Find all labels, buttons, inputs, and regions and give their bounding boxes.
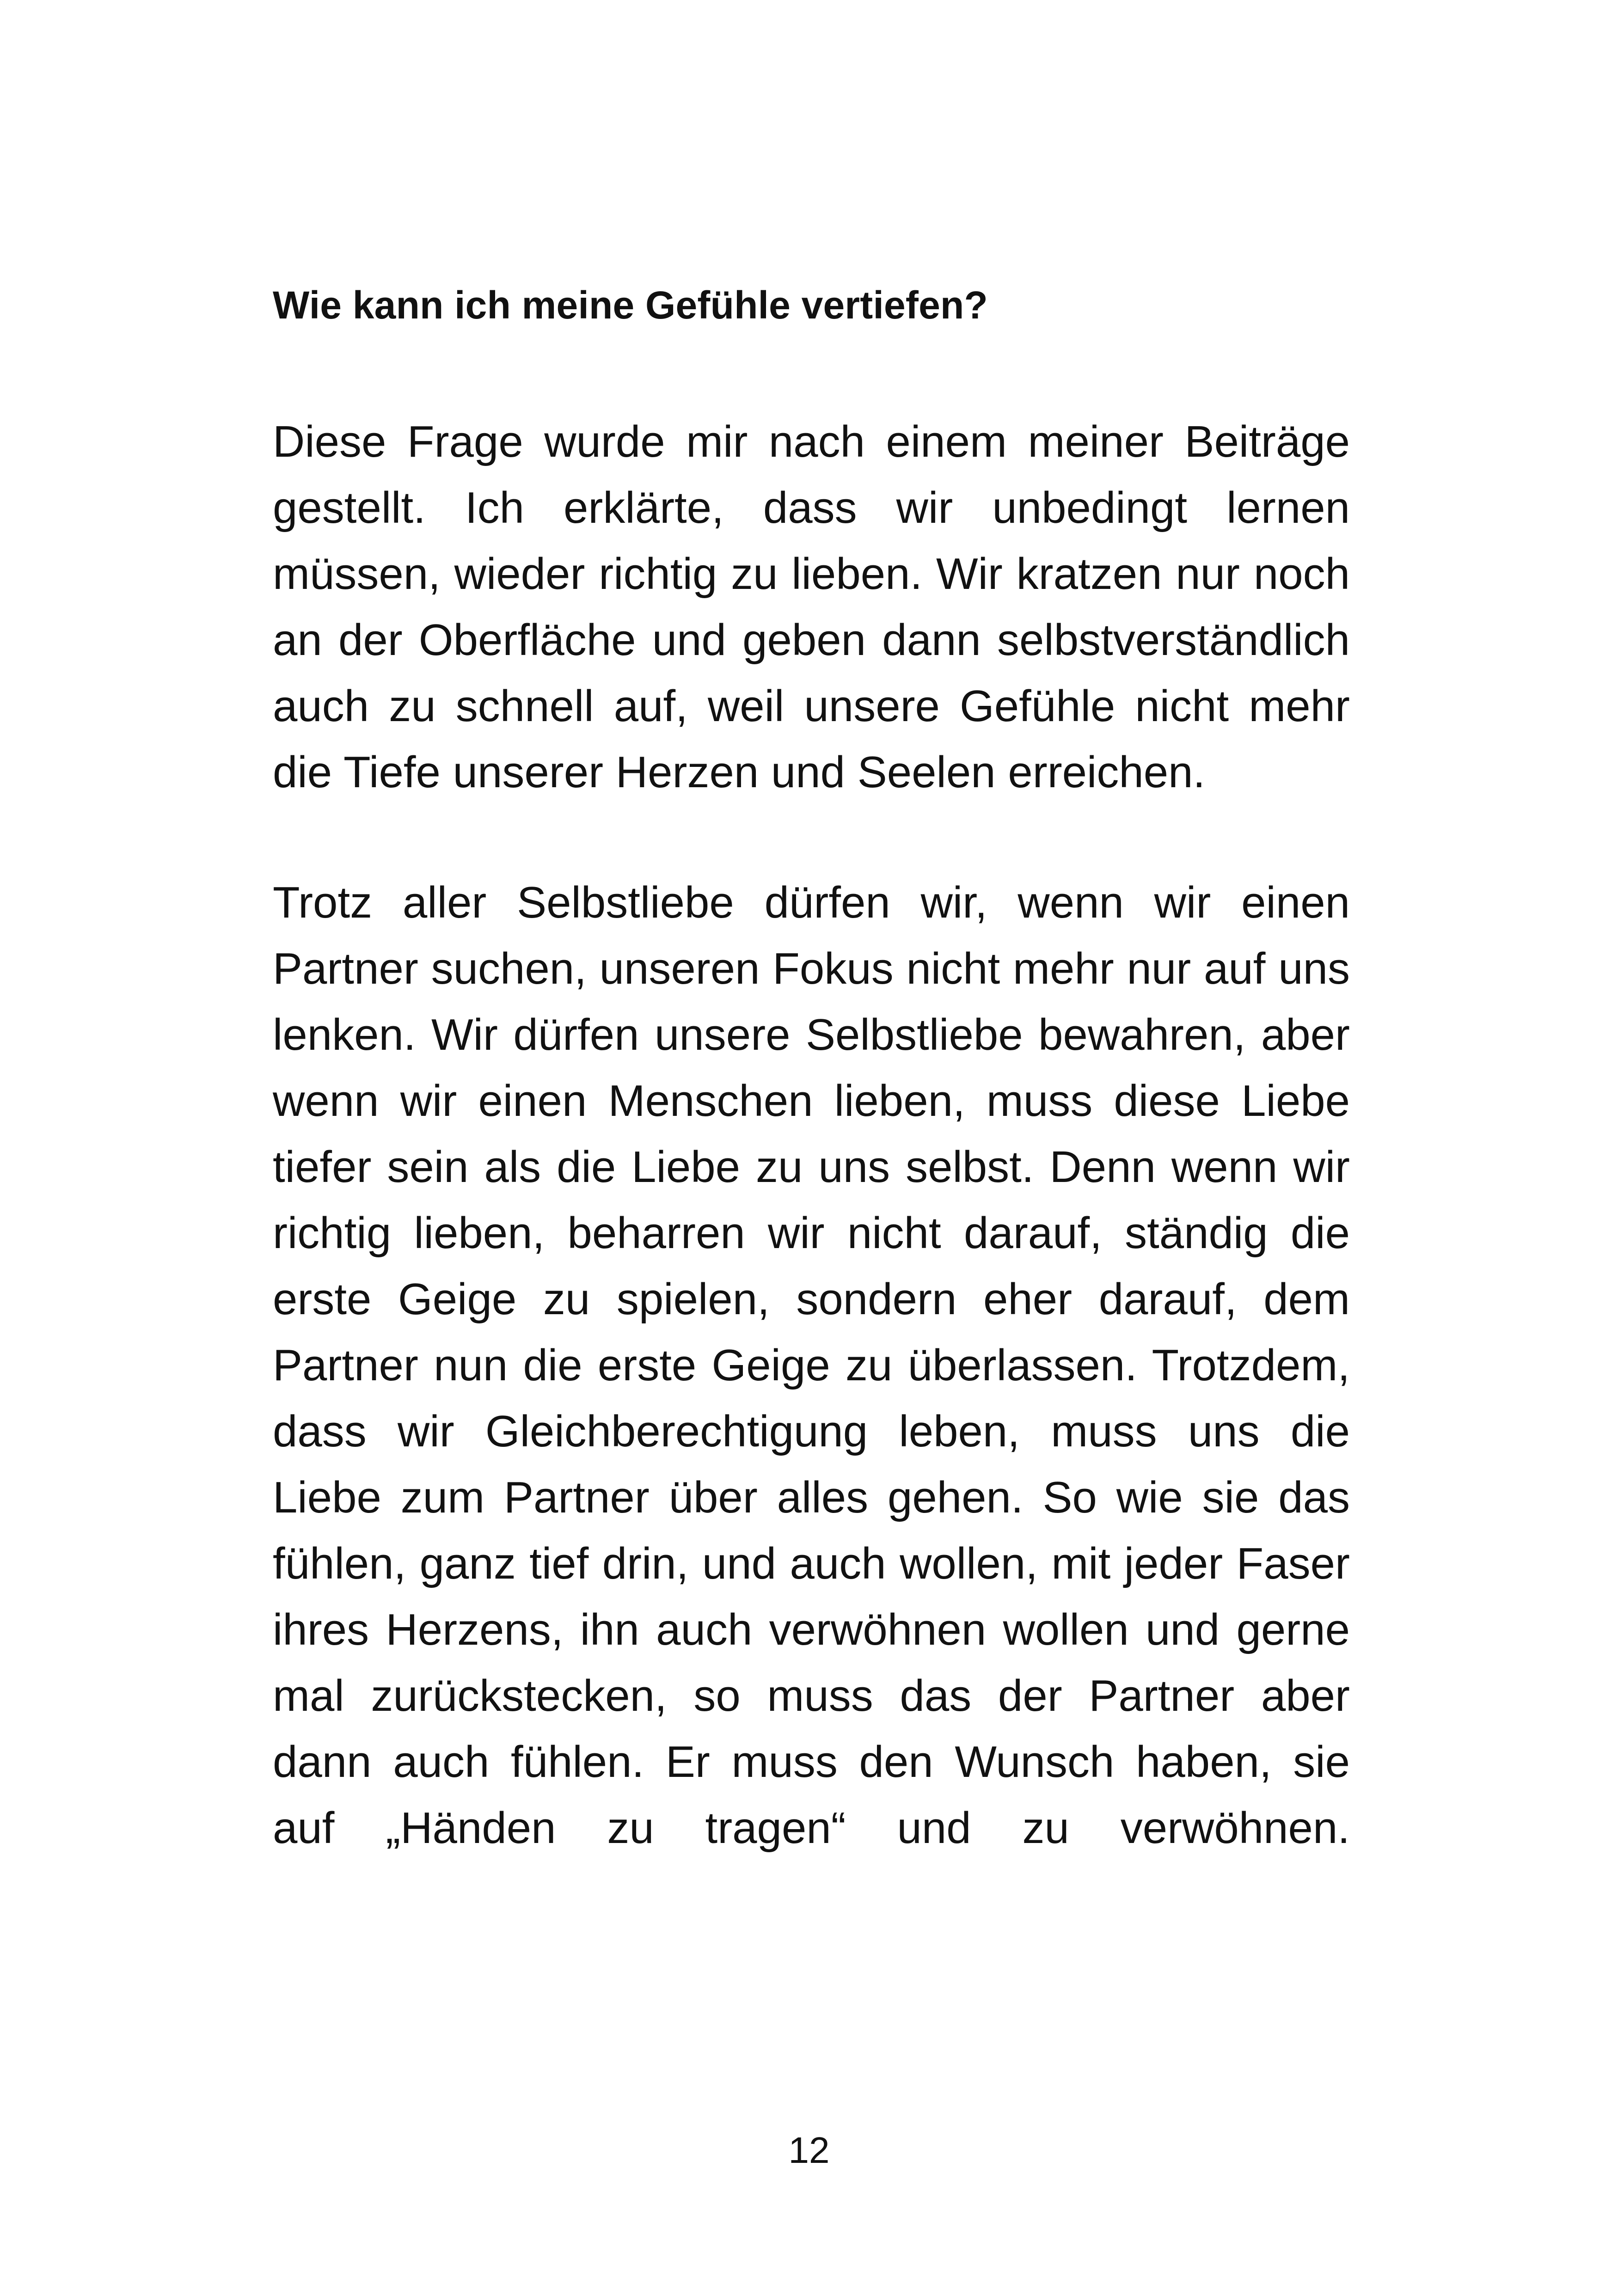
page-number: 12 xyxy=(788,2130,830,2171)
body-paragraph-1: Diese Frage wurde mir nach einem meiner Beiträge gestellt. Ich erklärte, dass wir unbedingt lernen müssen, wieder richtig zu lieben. Wir kratzen nur noch an der Oberfläche und geben dann selbstverständlich auch zu schnell auf, weil unsere Gefühle nicht mehr die Tiefe unserer Herzen und Seelen erreichen. xyxy=(273,417,1350,797)
page-content xyxy=(273,282,1350,1861)
body-paragraph-2: Trotz aller Selbstliebe dürfen wir, wenn wir einen Partner suchen, unseren Fokus nicht mehr nur auf uns lenken. Wir dürfen unsere Selbstliebe bewahren, aber wenn wir einen Menschen lieben, muss diese Liebe tiefer sein als die Liebe zu uns selbst. Denn wenn wir richtig lieben, beharren wir nicht darauf, ständig die erste Geige zu spielen, sondern eher darauf, dem Partner nun die erste Geige zu überlassen. Trotzdem, dass wir Gleichberechtigung leben, muss uns die Liebe zum Partner über alles gehen. So wie sie das fühlen, ganz tief drin, und auch wollen, mit jeder Faser ihres Herzens, ihn auch verwöhnen wollen und gerne mal zurückstecken, so muss das der Partner aber dann auch fühlen. Er muss den Wunsch haben, sie auf „Händen zu tragen“ und zu verwöhnen. xyxy=(273,878,1350,1853)
chapter-heading: Wie kann ich meine Gefühle vertiefen? xyxy=(273,283,988,327)
